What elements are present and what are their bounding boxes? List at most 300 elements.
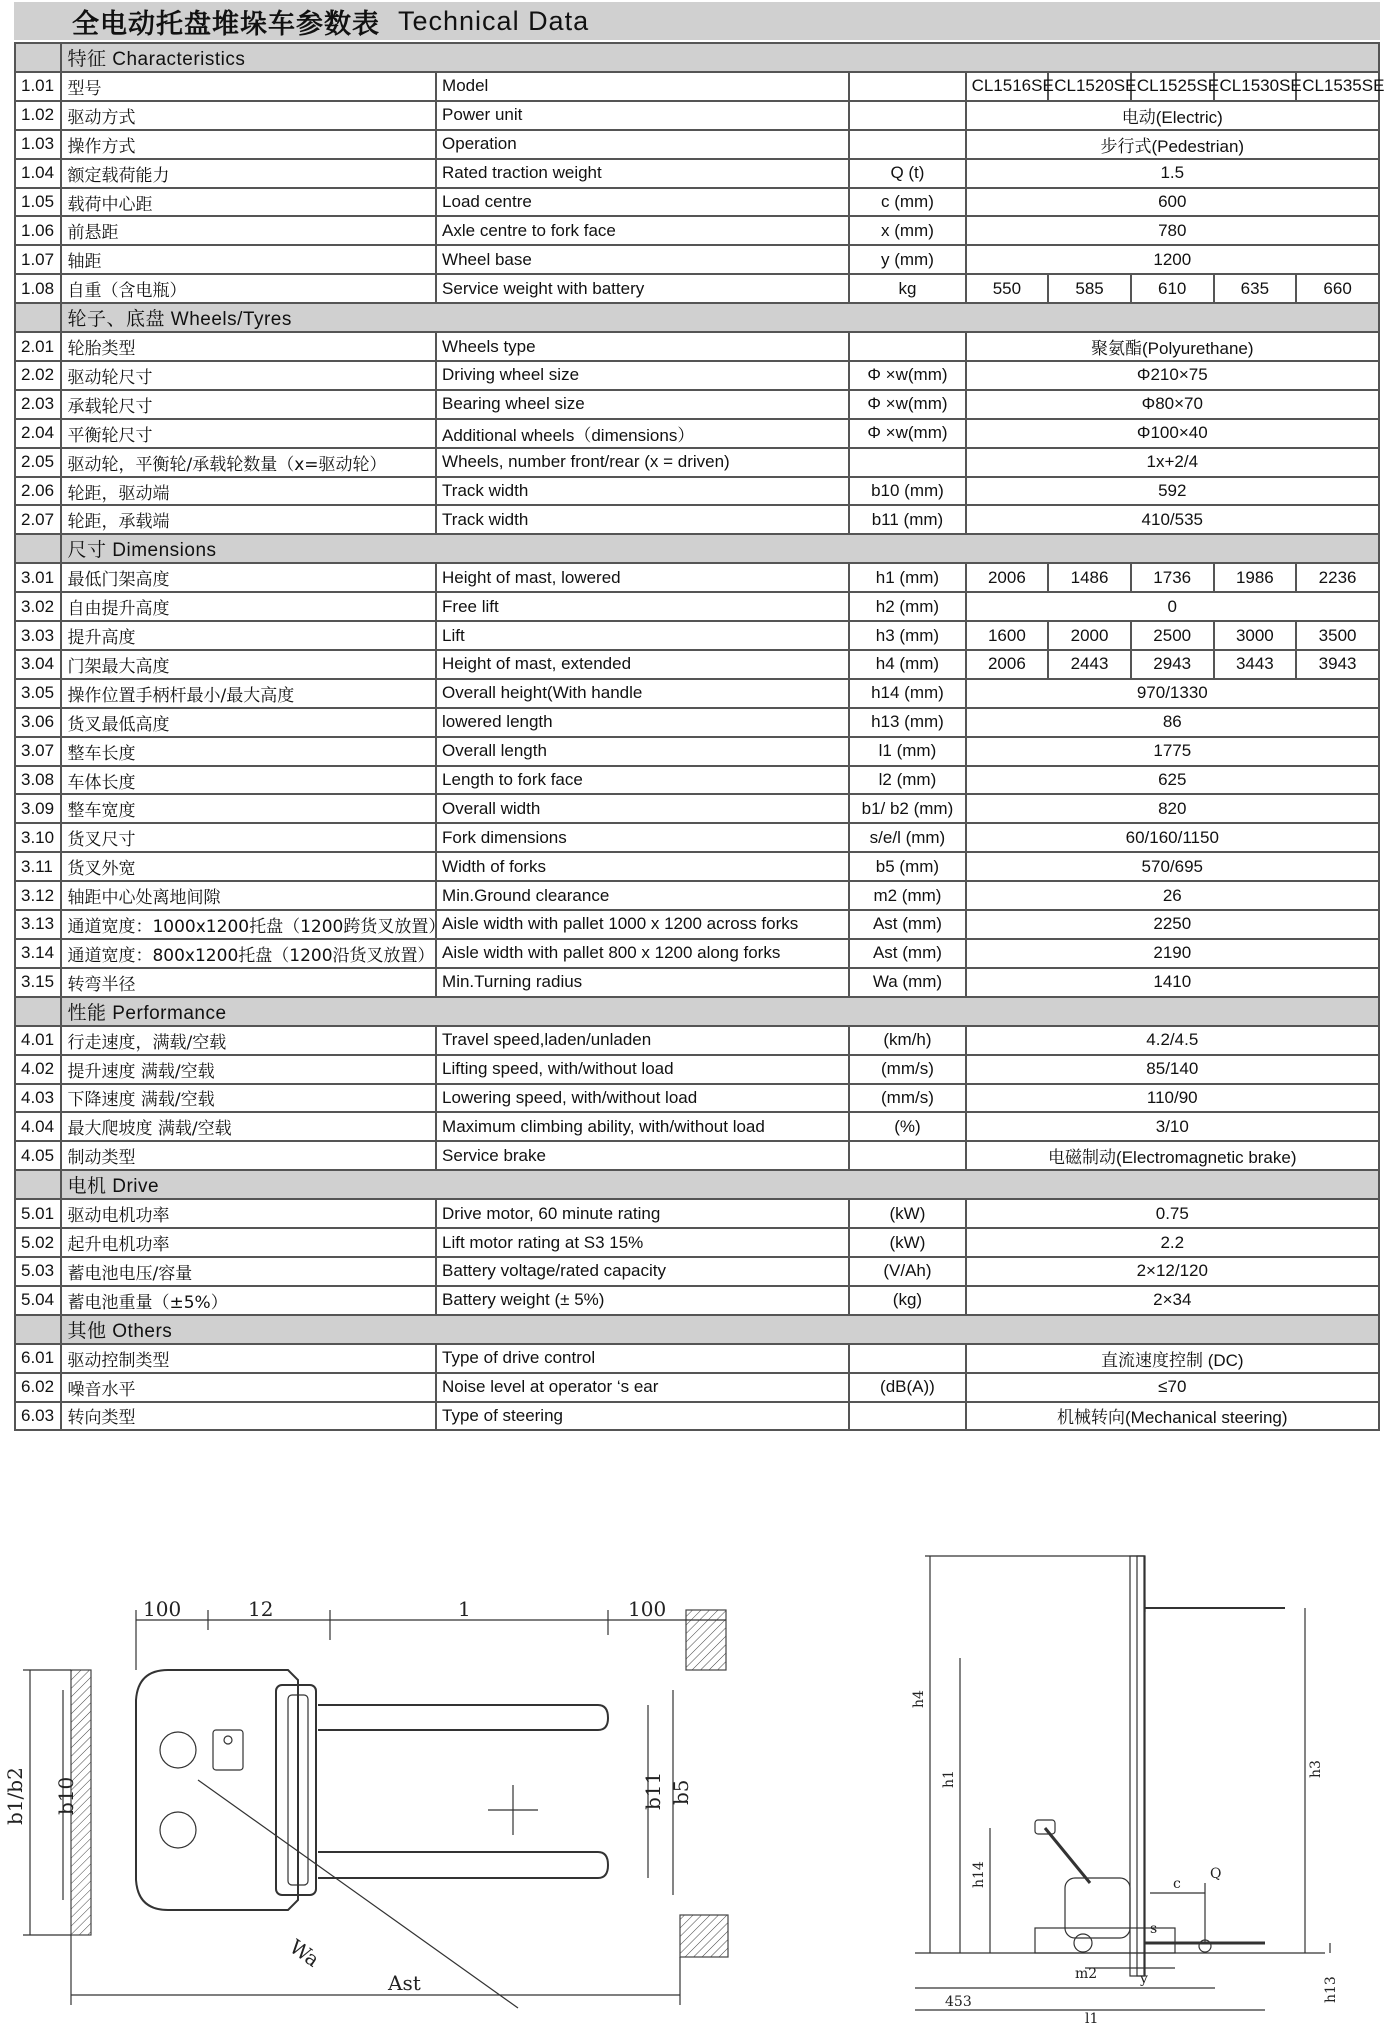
row-label-chinese: 自重（含电瓶） bbox=[61, 274, 436, 303]
spec-row bbox=[15, 1286, 1379, 1315]
row-unit: (V/Ah) bbox=[849, 1257, 965, 1286]
row-unit: y (mm) bbox=[849, 245, 965, 274]
spec-row bbox=[15, 910, 1379, 939]
row-value: 1.5 bbox=[966, 159, 1379, 188]
row-unit: h14 (mm) bbox=[849, 679, 965, 708]
row-number: 3.04 bbox=[15, 650, 61, 679]
row-unit: h4 (mm) bbox=[849, 650, 965, 679]
row-label-chinese: 下降速度 满载/空载 bbox=[61, 1084, 436, 1113]
spec-row bbox=[15, 505, 1379, 534]
row-label-english: Width of forks bbox=[436, 852, 849, 881]
row-value: 2×12/120 bbox=[966, 1257, 1379, 1286]
row-label-english: Height of mast, extended bbox=[436, 650, 849, 679]
row-label-english: Drive motor, 60 minute rating bbox=[436, 1199, 849, 1228]
label-m2: m2 bbox=[1075, 1966, 1098, 1982]
section-header-row bbox=[15, 1170, 1379, 1199]
row-unit: (kW) bbox=[849, 1228, 965, 1257]
row-label-chinese: 前悬距 bbox=[61, 216, 436, 245]
row-number: 3.13 bbox=[15, 910, 61, 939]
row-number: 5.02 bbox=[15, 1228, 61, 1257]
row-unit: b1/ b2 (mm) bbox=[849, 794, 965, 823]
row-unit: Φ ×w(mm) bbox=[849, 361, 965, 390]
row-unit: l2 (mm) bbox=[849, 766, 965, 795]
row-value: 970/1330 bbox=[966, 679, 1379, 708]
spec-row bbox=[15, 448, 1379, 477]
row-value: Φ100×40 bbox=[966, 419, 1379, 448]
row-unit: Wa (mm) bbox=[849, 968, 965, 997]
dim-label-3: 1 bbox=[458, 1597, 471, 1621]
row-value: 0.75 bbox=[966, 1199, 1379, 1228]
section-title: 轮子、底盘 Wheels/Tyres bbox=[61, 303, 1379, 332]
spec-row bbox=[15, 679, 1379, 708]
row-unit: b11 (mm) bbox=[849, 505, 965, 534]
row-label-chinese: 噪音水平 bbox=[61, 1373, 436, 1402]
row-number: 3.14 bbox=[15, 939, 61, 968]
row-label-english: Lift bbox=[436, 621, 849, 650]
label-y: y bbox=[1140, 1971, 1148, 1987]
row-value: CL1520SE bbox=[1048, 72, 1131, 101]
row-number: 3.08 bbox=[15, 766, 61, 795]
spec-row bbox=[15, 1373, 1379, 1402]
row-label-english: Maximum climbing ability, with/without load bbox=[436, 1112, 849, 1141]
row-label-english: Driving wheel size bbox=[436, 361, 849, 390]
spec-row bbox=[15, 245, 1379, 274]
spec-row bbox=[15, 563, 1379, 592]
row-value: 3443 bbox=[1214, 650, 1297, 679]
row-value: 592 bbox=[966, 477, 1379, 506]
row-unit: (%) bbox=[849, 1112, 965, 1141]
row-unit: b10 (mm) bbox=[849, 477, 965, 506]
row-value: 2×34 bbox=[966, 1286, 1379, 1315]
spec-row bbox=[15, 939, 1379, 968]
row-number: 4.01 bbox=[15, 1026, 61, 1055]
spec-row bbox=[15, 1199, 1379, 1228]
row-value: 3000 bbox=[1214, 621, 1297, 650]
row-label-chinese: 货叉外宽 bbox=[61, 852, 436, 881]
row-number: 5.04 bbox=[15, 1286, 61, 1315]
spec-row bbox=[15, 216, 1379, 245]
row-value: 步行式(Pedestrian) bbox=[966, 130, 1379, 159]
dim-label-2: 12 bbox=[248, 1597, 274, 1621]
row-number: 3.05 bbox=[15, 679, 61, 708]
row-label-english: Operation bbox=[436, 130, 849, 159]
label-wa: Wa bbox=[285, 1934, 325, 1972]
label-h4: h4 bbox=[911, 1690, 927, 1708]
row-number: 2.01 bbox=[15, 332, 61, 361]
spec-row bbox=[15, 650, 1379, 679]
row-label-english: Overall length bbox=[436, 737, 849, 766]
spec-row bbox=[15, 881, 1379, 910]
row-label-chinese: 制动类型 bbox=[61, 1141, 436, 1170]
row-label-english: Service brake bbox=[436, 1141, 849, 1170]
row-label-english: Lowering speed, with/without load bbox=[436, 1084, 849, 1113]
row-label-chinese: 整车宽度 bbox=[61, 794, 436, 823]
label-h3: h3 bbox=[1308, 1760, 1324, 1778]
row-number: 3.10 bbox=[15, 823, 61, 852]
row-label-chinese: 整车长度 bbox=[61, 737, 436, 766]
row-value: 600 bbox=[966, 188, 1379, 217]
spec-row bbox=[15, 1055, 1379, 1084]
section-spacer bbox=[15, 1315, 61, 1344]
row-value: 2250 bbox=[966, 910, 1379, 939]
row-unit: (mm/s) bbox=[849, 1084, 965, 1113]
row-number: 2.04 bbox=[15, 419, 61, 448]
row-unit: x (mm) bbox=[849, 216, 965, 245]
row-value: 585 bbox=[1048, 274, 1131, 303]
row-unit: Φ ×w(mm) bbox=[849, 419, 965, 448]
row-unit: Ast (mm) bbox=[849, 910, 965, 939]
row-label-english: Lift motor rating at S3 15% bbox=[436, 1228, 849, 1257]
spec-row bbox=[15, 332, 1379, 361]
row-value: 410/535 bbox=[966, 505, 1379, 534]
row-label-english: Min.Turning radius bbox=[436, 968, 849, 997]
row-label-english: Track width bbox=[436, 477, 849, 506]
row-unit bbox=[849, 1344, 965, 1373]
spec-row bbox=[15, 1141, 1379, 1170]
row-number: 4.03 bbox=[15, 1084, 61, 1113]
row-unit: s/e/l (mm) bbox=[849, 823, 965, 852]
label-453: 453 bbox=[945, 1994, 972, 2010]
row-value: 60/160/1150 bbox=[966, 823, 1379, 852]
label-h1: h1 bbox=[941, 1770, 957, 1788]
row-number: 3.11 bbox=[15, 852, 61, 881]
spec-row bbox=[15, 1257, 1379, 1286]
row-value: 570/695 bbox=[966, 852, 1379, 881]
label-b5: b5 bbox=[669, 1779, 693, 1805]
row-unit: c (mm) bbox=[849, 188, 965, 217]
spec-row bbox=[15, 794, 1379, 823]
spec-row bbox=[15, 1112, 1379, 1141]
spec-row bbox=[15, 188, 1379, 217]
row-label-english: Overall height(With handle bbox=[436, 679, 849, 708]
row-label-chinese: 驱动电机功率 bbox=[61, 1199, 436, 1228]
row-value: 1736 bbox=[1131, 563, 1214, 592]
row-value: 2500 bbox=[1131, 621, 1214, 650]
row-label-chinese: 驱动轮，平衡轮/承载轮数量（x=驱动轮） bbox=[61, 448, 436, 477]
technical-data-table bbox=[14, 42, 1385, 1431]
row-unit: h3 (mm) bbox=[849, 621, 965, 650]
spec-row bbox=[15, 621, 1379, 650]
section-spacer bbox=[15, 1170, 61, 1199]
row-unit bbox=[849, 448, 965, 477]
row-value: 1486 bbox=[1048, 563, 1131, 592]
row-value: 3943 bbox=[1296, 650, 1379, 679]
spec-row bbox=[15, 419, 1379, 448]
row-value: 780 bbox=[966, 216, 1379, 245]
row-label-chinese: 货叉尺寸 bbox=[61, 823, 436, 852]
row-value: 1410 bbox=[966, 968, 1379, 997]
row-label-chinese: 门架最大高度 bbox=[61, 650, 436, 679]
label-h14: h14 bbox=[971, 1861, 987, 1888]
row-number: 2.03 bbox=[15, 390, 61, 419]
row-label-english: Aisle width with pallet 800 x 1200 along forks bbox=[436, 939, 849, 968]
section-header-row bbox=[15, 997, 1379, 1026]
spec-row bbox=[15, 361, 1379, 390]
row-label-chinese: 载荷中心距 bbox=[61, 188, 436, 217]
spec-row bbox=[15, 390, 1379, 419]
section-title: 性能 Performance bbox=[61, 997, 1379, 1026]
row-label-chinese: 操作方式 bbox=[61, 130, 436, 159]
row-number: 4.04 bbox=[15, 1112, 61, 1141]
row-label-english: Travel speed,laden/unladen bbox=[436, 1026, 849, 1055]
spec-row bbox=[15, 766, 1379, 795]
row-label-english: Wheels, number front/rear (x = driven) bbox=[436, 448, 849, 477]
spec-row bbox=[15, 1402, 1379, 1431]
row-label-english: Lifting speed, with/without load bbox=[436, 1055, 849, 1084]
row-number: 1.07 bbox=[15, 245, 61, 274]
row-unit: b5 (mm) bbox=[849, 852, 965, 881]
row-value: 3500 bbox=[1296, 621, 1379, 650]
label-c: c bbox=[1173, 1876, 1181, 1892]
spec-row bbox=[15, 159, 1379, 188]
row-label-english: Load centre bbox=[436, 188, 849, 217]
spec-row bbox=[15, 130, 1379, 159]
row-unit bbox=[849, 1402, 965, 1431]
row-value: 2443 bbox=[1048, 650, 1131, 679]
row-value: 820 bbox=[966, 794, 1379, 823]
row-label-english: Track width bbox=[436, 505, 849, 534]
row-unit: (kg) bbox=[849, 1286, 965, 1315]
label-b10: b10 bbox=[54, 1776, 78, 1815]
title-chinese: 全电动托盘堆垛车参数表 bbox=[72, 8, 380, 40]
row-label-english: Length to fork face bbox=[436, 766, 849, 795]
section-title: 其他 Others bbox=[61, 1315, 1379, 1344]
row-label-chinese: 起升电机功率 bbox=[61, 1228, 436, 1257]
row-unit: Φ ×w(mm) bbox=[849, 390, 965, 419]
row-value: 26 bbox=[966, 881, 1379, 910]
row-label-english: Axle centre to fork face bbox=[436, 216, 849, 245]
spec-row bbox=[15, 968, 1379, 997]
row-label-chinese: 货叉最低高度 bbox=[61, 708, 436, 737]
row-value: CL1516SE bbox=[966, 72, 1049, 101]
row-value: CL1535SE bbox=[1296, 72, 1379, 101]
spec-row bbox=[15, 737, 1379, 766]
section-title: 尺寸 Dimensions bbox=[61, 534, 1379, 563]
row-label-english: Overall width bbox=[436, 794, 849, 823]
row-number: 5.03 bbox=[15, 1257, 61, 1286]
row-label-english: Battery voltage/rated capacity bbox=[436, 1257, 849, 1286]
row-label-chinese: 提升速度 满载/空载 bbox=[61, 1055, 436, 1084]
label-l1: l1 bbox=[1085, 2011, 1099, 2027]
row-value: Φ210×75 bbox=[966, 361, 1379, 390]
label-b11: b11 bbox=[641, 1771, 665, 1810]
row-number: 6.01 bbox=[15, 1344, 61, 1373]
section-header-row bbox=[15, 43, 1379, 72]
section-spacer bbox=[15, 303, 61, 332]
row-label-english: Aisle width with pallet 1000 x 1200 across forks bbox=[436, 910, 849, 939]
row-number: 3.07 bbox=[15, 737, 61, 766]
row-value: 2006 bbox=[966, 563, 1049, 592]
row-unit: m2 (mm) bbox=[849, 881, 965, 910]
row-number: 6.02 bbox=[15, 1373, 61, 1402]
row-value: 1600 bbox=[966, 621, 1049, 650]
row-label-english: Height of mast, lowered bbox=[436, 563, 849, 592]
row-label-english: Wheel base bbox=[436, 245, 849, 274]
row-label-english: Noise level at operator ‘s ear bbox=[436, 1373, 849, 1402]
row-unit bbox=[849, 72, 965, 101]
row-number: 4.02 bbox=[15, 1055, 61, 1084]
row-label-chinese: 通道宽度：800x1200托盘（1200沿货叉放置） bbox=[61, 939, 436, 968]
row-number: 5.01 bbox=[15, 1199, 61, 1228]
row-unit: (mm/s) bbox=[849, 1055, 965, 1084]
row-label-chinese: 平衡轮尺寸 bbox=[61, 419, 436, 448]
document-header bbox=[14, 2, 1380, 40]
row-value: 2190 bbox=[966, 939, 1379, 968]
row-unit bbox=[849, 130, 965, 159]
row-label-chinese: 轮胎类型 bbox=[61, 332, 436, 361]
row-number: 4.05 bbox=[15, 1141, 61, 1170]
row-label-english: Battery weight (± 5%) bbox=[436, 1286, 849, 1315]
row-number: 3.02 bbox=[15, 592, 61, 621]
spec-row bbox=[15, 101, 1379, 130]
row-number: 6.03 bbox=[15, 1402, 61, 1431]
row-value: 电磁制动(Electromagnetic brake) bbox=[966, 1141, 1379, 1170]
spec-row bbox=[15, 72, 1379, 101]
label-q: Q bbox=[1210, 1866, 1222, 1882]
spec-row bbox=[15, 274, 1379, 303]
row-value: 2236 bbox=[1296, 563, 1379, 592]
row-label-chinese: 转向类型 bbox=[61, 1402, 436, 1431]
spec-row bbox=[15, 592, 1379, 621]
row-value: 110/90 bbox=[966, 1084, 1379, 1113]
row-label-chinese: 最低门架高度 bbox=[61, 563, 436, 592]
row-value: 635 bbox=[1214, 274, 1297, 303]
row-number: 1.06 bbox=[15, 216, 61, 245]
row-label-chinese: 自由提升高度 bbox=[61, 592, 436, 621]
row-number: 2.02 bbox=[15, 361, 61, 390]
row-value: CL1525SE bbox=[1131, 72, 1214, 101]
row-label-english: Min.Ground clearance bbox=[436, 881, 849, 910]
row-unit: h13 (mm) bbox=[849, 708, 965, 737]
row-value: 2006 bbox=[966, 650, 1049, 679]
row-value: 660 bbox=[1296, 274, 1379, 303]
dim-label-4: 100 bbox=[628, 1597, 667, 1621]
row-label-chinese: 驱动方式 bbox=[61, 101, 436, 130]
row-label-chinese: 操作位置手柄杆最小/最大高度 bbox=[61, 679, 436, 708]
row-value: ≤70 bbox=[966, 1373, 1379, 1402]
row-label-chinese: 通道宽度：1000x1200托盘（1200跨货叉放置） bbox=[61, 910, 436, 939]
section-title: 特征 Characteristics bbox=[61, 43, 1379, 72]
row-unit: kg bbox=[849, 274, 965, 303]
row-value: 86 bbox=[966, 708, 1379, 737]
row-number: 1.05 bbox=[15, 188, 61, 217]
row-label-english: Free lift bbox=[436, 592, 849, 621]
row-label-english: Bearing wheel size bbox=[436, 390, 849, 419]
row-number: 3.15 bbox=[15, 968, 61, 997]
row-label-chinese: 轴距 bbox=[61, 245, 436, 274]
row-label-english: Wheels type bbox=[436, 332, 849, 361]
row-label-chinese: 轴距中心处离地间隙 bbox=[61, 881, 436, 910]
row-value: 1775 bbox=[966, 737, 1379, 766]
row-unit bbox=[849, 101, 965, 130]
section-spacer bbox=[15, 534, 61, 563]
row-label-chinese: 额定载荷能力 bbox=[61, 159, 436, 188]
section-spacer bbox=[15, 43, 61, 72]
row-label-english: Type of steering bbox=[436, 1402, 849, 1431]
row-unit: Ast (mm) bbox=[849, 939, 965, 968]
row-number: 1.03 bbox=[15, 130, 61, 159]
row-unit bbox=[849, 1141, 965, 1170]
row-value: 625 bbox=[966, 766, 1379, 795]
row-label-chinese: 轮距，驱动端 bbox=[61, 477, 436, 506]
row-label-chinese: 驱动轮尺寸 bbox=[61, 361, 436, 390]
row-value: 4.2/4.5 bbox=[966, 1026, 1379, 1055]
row-label-chinese: 行走速度，满载/空载 bbox=[61, 1026, 436, 1055]
row-label-english: Additional wheels（dimensions） bbox=[436, 419, 849, 448]
label-h13: h13 bbox=[1323, 1976, 1339, 2003]
row-number: 3.01 bbox=[15, 563, 61, 592]
label-ast: Ast bbox=[388, 1971, 421, 1995]
row-value: 2.2 bbox=[966, 1228, 1379, 1257]
spec-row bbox=[15, 708, 1379, 737]
row-label-english: lowered length bbox=[436, 708, 849, 737]
spec-row bbox=[15, 477, 1379, 506]
row-label-english: Model bbox=[436, 72, 849, 101]
spec-row bbox=[15, 823, 1379, 852]
section-header-row bbox=[15, 534, 1379, 563]
row-value: 1x+2/4 bbox=[966, 448, 1379, 477]
section-spacer bbox=[15, 997, 61, 1026]
row-label-chinese: 蓄电池电压/容量 bbox=[61, 1257, 436, 1286]
row-value: 机械转向(Mechanical steering) bbox=[966, 1402, 1379, 1431]
row-number: 1.02 bbox=[15, 101, 61, 130]
row-label-english: Rated traction weight bbox=[436, 159, 849, 188]
spec-row bbox=[15, 1344, 1379, 1373]
row-label-chinese: 轮距，承载端 bbox=[61, 505, 436, 534]
row-unit: (km/h) bbox=[849, 1026, 965, 1055]
spec-row bbox=[15, 1228, 1379, 1257]
row-value: 85/140 bbox=[966, 1055, 1379, 1084]
row-unit: Q (t) bbox=[849, 159, 965, 188]
spec-row bbox=[15, 852, 1379, 881]
row-label-chinese: 车体长度 bbox=[61, 766, 436, 795]
row-number: 1.04 bbox=[15, 159, 61, 188]
row-label-english: Power unit bbox=[436, 101, 849, 130]
row-label-chinese: 驱动控制类型 bbox=[61, 1344, 436, 1373]
row-number: 2.05 bbox=[15, 448, 61, 477]
row-value: 2000 bbox=[1048, 621, 1131, 650]
row-value: 3/10 bbox=[966, 1112, 1379, 1141]
spec-row bbox=[15, 1026, 1379, 1055]
row-number: 1.01 bbox=[15, 72, 61, 101]
row-value: 0 bbox=[966, 592, 1379, 621]
row-unit: (kW) bbox=[849, 1199, 965, 1228]
title-english: Technical Data bbox=[398, 5, 590, 36]
row-number: 2.06 bbox=[15, 477, 61, 506]
row-value: 550 bbox=[966, 274, 1049, 303]
label-b1-b2: b1/b2 bbox=[3, 1767, 27, 1825]
section-header-row bbox=[15, 303, 1379, 332]
row-unit bbox=[849, 332, 965, 361]
row-value: 610 bbox=[1131, 274, 1214, 303]
row-number: 3.12 bbox=[15, 881, 61, 910]
label-s: s bbox=[1150, 1921, 1158, 1937]
row-number: 3.09 bbox=[15, 794, 61, 823]
row-number: 3.06 bbox=[15, 708, 61, 737]
row-value: CL1530SE bbox=[1214, 72, 1297, 101]
row-label-chinese: 最大爬坡度 满载/空载 bbox=[61, 1112, 436, 1141]
row-value: 直流速度控制 (DC) bbox=[966, 1344, 1379, 1373]
top-view-drawing bbox=[3, 1590, 728, 2010]
row-label-chinese: 转弯半径 bbox=[61, 968, 436, 997]
row-label-chinese: 型号 bbox=[61, 72, 436, 101]
row-unit: h2 (mm) bbox=[849, 592, 965, 621]
row-number: 3.03 bbox=[15, 621, 61, 650]
row-unit: (dB(A)) bbox=[849, 1373, 965, 1402]
row-label-chinese: 蓄电池重量（±5%） bbox=[61, 1286, 436, 1315]
row-value: 电动(Electric) bbox=[966, 101, 1379, 130]
section-title: 电机 Drive bbox=[61, 1170, 1379, 1199]
